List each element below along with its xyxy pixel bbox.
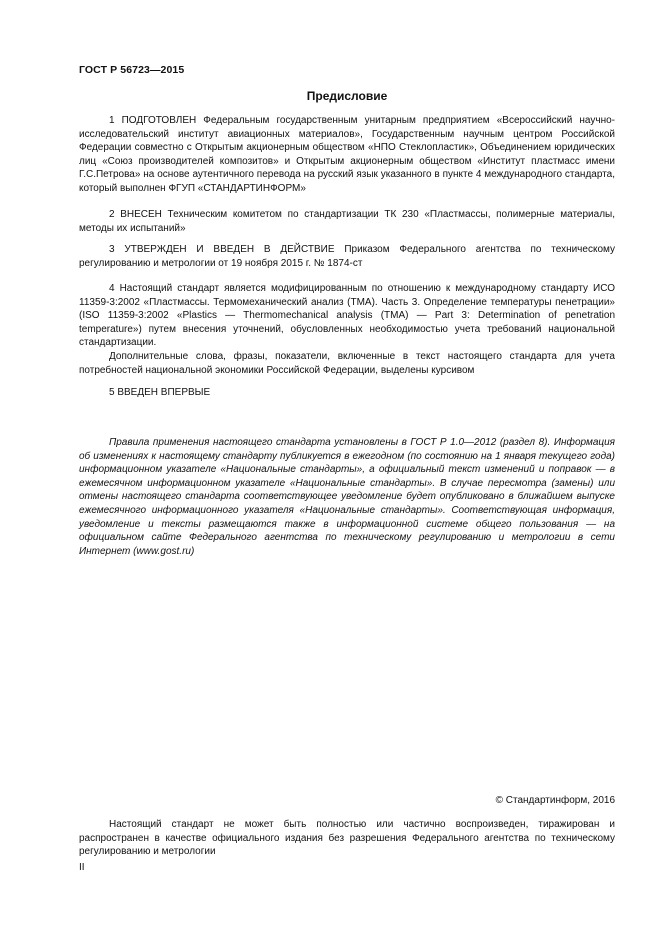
paragraph-text: 5 ВВЕДЕН ВПЕРВЫЕ [109, 387, 211, 398]
paragraph-text: 3 УТВЕРЖДЕН И ВВЕДЕН В ДЕЙСТВИЕ Приказом Федерального агентства по техническому регулированию и метрологии от 19 ноября 2015 г. № 1874-ст [79, 244, 615, 269]
reproduction-notice-text: Настоящий стандарт не может быть полностью или частично воспроизведен, тиражирован и распространен в качестве официального издания без разрешения Федерального агентства по техническому регулированию и метрологии [79, 819, 615, 858]
paragraph-first-introduced [79, 386, 615, 400]
paragraph-text: 2 ВНЕСЕН Техническим комитетом по стандартизации ТК 230 «Пластмассы, полимерные материалы, методы их испытаний» [79, 209, 615, 234]
copyright-notice: © Стандартинформ, 2016 [495, 795, 615, 806]
paragraph-text-additional: Дополнительные слова, фразы, показатели, включенные в текст настоящего стандарта для учета потребностей национальной экономики Российской Федерации, выделены курсивом [79, 350, 615, 376]
standard-code: ГОСТ Р 56723—2015 [79, 64, 185, 76]
rules-notice [79, 436, 615, 558]
paragraph-submitted-by [79, 208, 615, 235]
paragraph-prepared-by [79, 114, 615, 196]
paragraph-text: 4 Настоящий стандарт является модифицированным по отношению к международному стандарту ИСО 11359-3:2002 «Пластмассы. Термомеханический анализ (ТМА). Часть 3. Определение температуры пенетрации» (ISO 11359-3:2002 «Plastics — Thermomechanical analysis (TMA) — Part 3: Determination of penetration temperature») путем внесения уточнений, обусловленных необходимостью учета требований национальной стандартизации. [79, 283, 615, 349]
paragraph-text: 1 ПОДГОТОВЛЕН Федеральным государственным унитарным предприятием «Всероссийский научно-исследовательский институт авиационных материалов», Государственным научным центром Российской Федерации совместно с Открытым акционерным обществом «НПО Стеклопластик», Объединением юридических лиц «Союз производителей композитов» и Открытым акционерным обществом «Институт пластмасс имени Г.С.Петрова» на основе аутентичного перевода на русский язык указанного в пункте 4 международного стандарта, который выполнен ФГУП «СТАНДАРТИНФОРМ» [79, 115, 615, 194]
page-number: II [79, 862, 85, 873]
page-title: Предисловие [306, 89, 388, 103]
paragraph-approved [79, 243, 615, 270]
reproduction-notice [79, 818, 615, 859]
rules-notice-text: Правила применения настоящего стандарта установлены в ГОСТ Р 1.0—2012 (раздел 8). Информация об изменениях к настоящему стандарту публикуется в ежегодном (по состоянию на 1 января текущего года) информационном указателе «Национальные стандарты», а официальный текст изменений и поправок — в ежемесячном информационном указателе «Национальные стандарты». В случае пересмотра (замены) или отмены настоящего стандарта соответствующее уведомление будет опубликовано в ближайшем выпуске ежемесячного информационного указателя «Национальные стандарты». Соответствующая информация, уведомление и тексты размещаются также в информационной системе общего пользования — на официальном сайте Федерального агентства по техническому регулированию и метрологии в сети Интернет (www.gost.ru) [79, 437, 615, 557]
paragraph-modified-standard [79, 282, 615, 377]
